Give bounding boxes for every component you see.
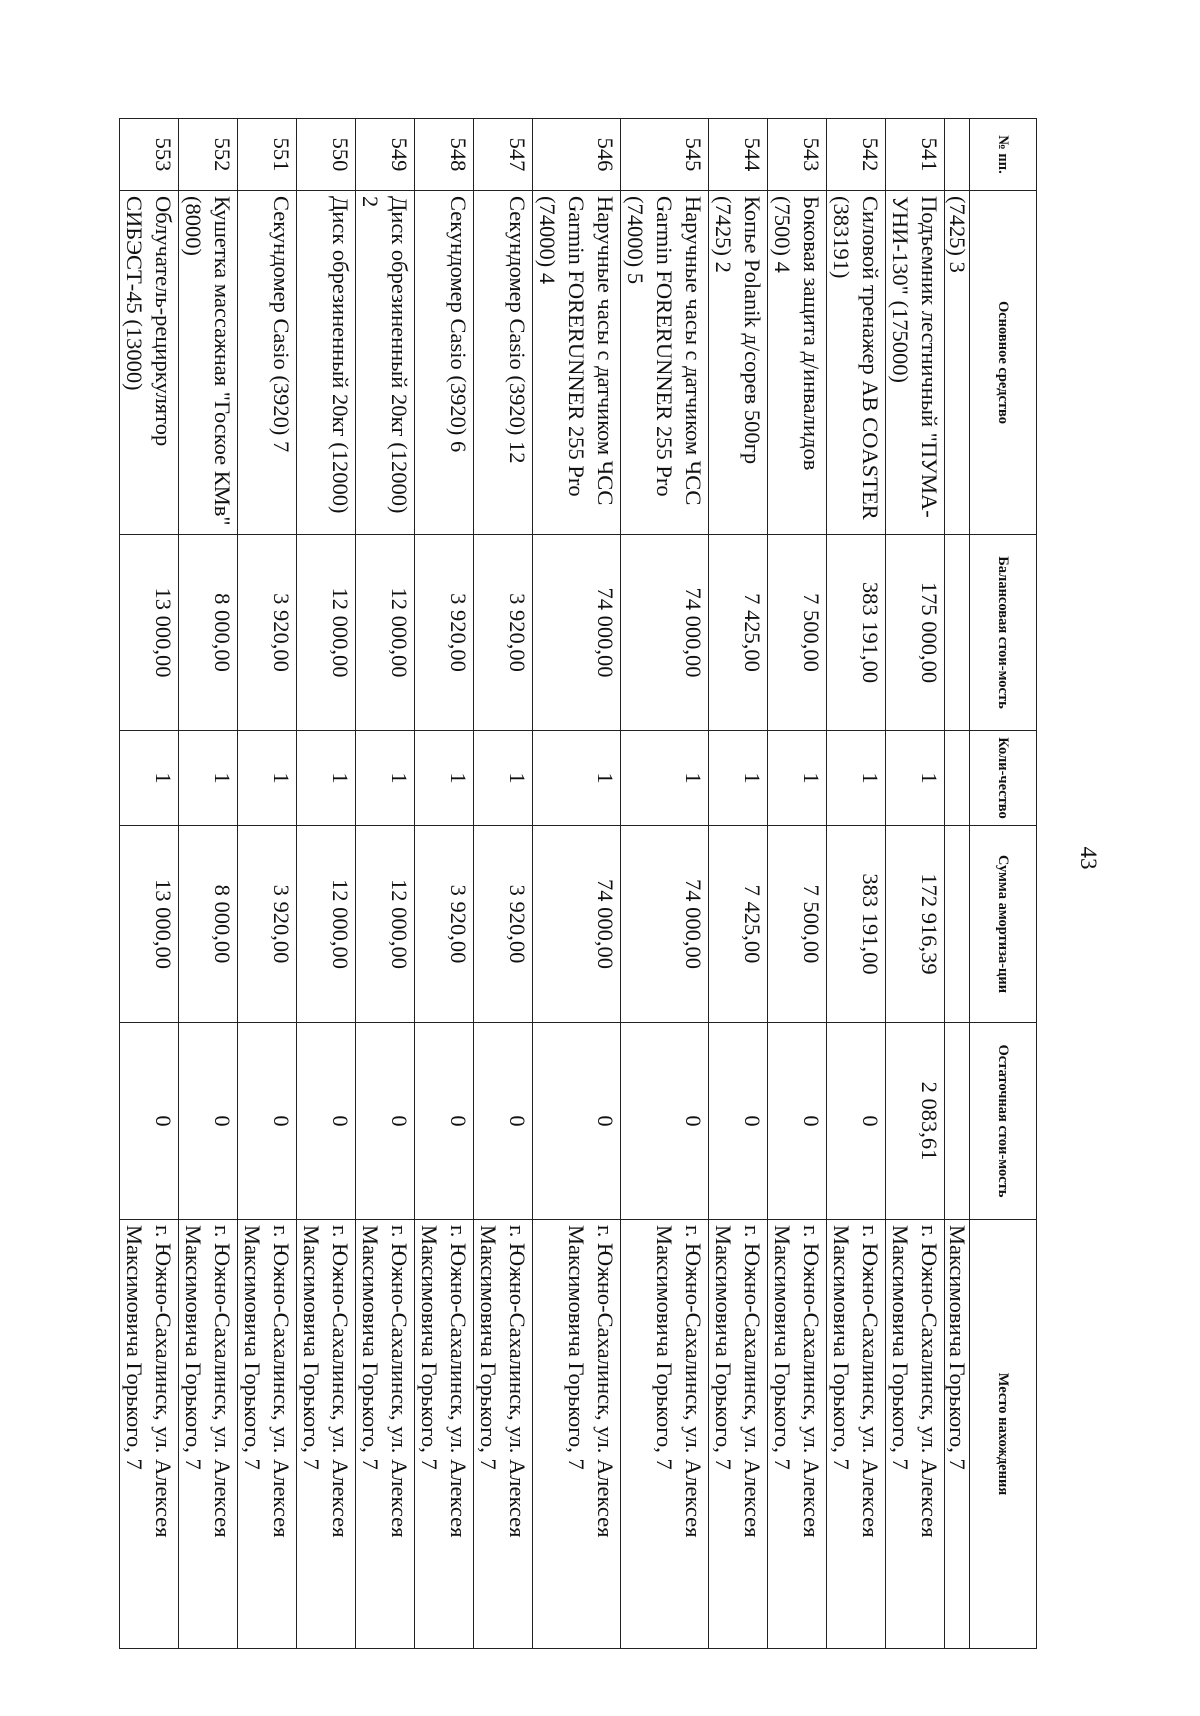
table-row xyxy=(768,119,827,1649)
cell-balance: 13 000,00 xyxy=(120,535,179,731)
cell-residual: 0 xyxy=(238,1023,297,1220)
cell-amortization: 12 000,00 xyxy=(297,826,356,1023)
cell-amortization: 74 000,00 xyxy=(621,826,709,1023)
cell-balance: 175 000,00 xyxy=(886,535,945,731)
cell-asset-name: Силовой тренажер AB COASTER (383191) xyxy=(827,191,886,535)
cell-num: 548 xyxy=(415,119,474,191)
cell-amortization: 383 191,00 xyxy=(827,826,886,1023)
header-balance-value: Балансовая стои-мость xyxy=(970,535,1037,731)
cell-asset-name: Боковая защита д/инвалидов (7500) 4 xyxy=(768,191,827,535)
cell-location: г. Южно-Сахалинск, ул. Алексея Максимовича Горького, 7 xyxy=(533,1220,621,1649)
page-number: 43 xyxy=(1076,846,1101,870)
cell-balance xyxy=(945,535,970,731)
header-residual-value: Остаточная стои-мость xyxy=(970,1023,1037,1220)
table-row xyxy=(356,119,415,1649)
table-row xyxy=(709,119,768,1649)
table-row xyxy=(238,119,297,1649)
table-row xyxy=(120,119,179,1649)
cell-num: 544 xyxy=(709,119,768,191)
cell-num: 553 xyxy=(120,119,179,191)
cell-asset-name: Подъемник лестничный "ПУМА-УНИ-130" (175000) xyxy=(886,191,945,535)
cell-asset-name: Наручные часы с датчиком ЧСС Garmin FORERUNNER 255 Pro (74000) 4 xyxy=(533,191,621,535)
rotated-page-content xyxy=(95,118,1037,1648)
cell-residual: 0 xyxy=(179,1023,238,1220)
table-row xyxy=(533,119,621,1649)
cell-balance: 74 000,00 xyxy=(533,535,621,731)
cell-residual: 0 xyxy=(709,1023,768,1220)
cell-asset-name: Диск обрезиненный 20кг (12000) xyxy=(297,191,356,535)
cell-asset-name: Облучатель-рециркулятор СИБЭСТ-45 (13000) xyxy=(120,191,179,535)
cell-num: 541 xyxy=(886,119,945,191)
cell-location: г. Южно-Сахалинск, ул. Алексея Максимовича Горького, 7 xyxy=(120,1220,179,1649)
cell-quantity: 1 xyxy=(621,731,709,826)
cell-balance: 8 000,00 xyxy=(179,535,238,731)
cell-asset-name: Секундомер Casio (3920) 7 xyxy=(238,191,297,535)
cell-amortization: 12 000,00 xyxy=(356,826,415,1023)
cell-num xyxy=(945,119,970,191)
table-row xyxy=(621,119,709,1649)
cell-residual: 0 xyxy=(474,1023,533,1220)
header-asset-name: Основное средство xyxy=(970,191,1037,535)
cell-balance: 74 000,00 xyxy=(621,535,709,731)
cell-amortization: 3 920,00 xyxy=(415,826,474,1023)
cell-residual: 2 083,61 xyxy=(886,1023,945,1220)
table-row xyxy=(474,119,533,1649)
cell-asset-name: Кушетка массажная "Гоское КМв" (8000) xyxy=(179,191,238,535)
cell-location: Максимовича Горького, 7 xyxy=(945,1220,970,1649)
cell-residual: 0 xyxy=(768,1023,827,1220)
cell-location: г. Южно-Сахалинск, ул. Алексея Максимовича Горького, 7 xyxy=(886,1220,945,1649)
table-row xyxy=(415,119,474,1649)
cell-num: 545 xyxy=(621,119,709,191)
cell-balance: 7 425,00 xyxy=(709,535,768,731)
table-header-row xyxy=(970,119,1037,1649)
cell-location: г. Южно-Сахалинск, ул. Алексея Максимовича Горького, 7 xyxy=(768,1220,827,1649)
cell-balance: 383 191,00 xyxy=(827,535,886,731)
table-row-continuation xyxy=(945,119,970,1649)
cell-num: 547 xyxy=(474,119,533,191)
cell-balance: 3 920,00 xyxy=(474,535,533,731)
cell-residual: 0 xyxy=(356,1023,415,1220)
cell-residual: 0 xyxy=(297,1023,356,1220)
cell-residual: 0 xyxy=(533,1023,621,1220)
fixed-assets-table xyxy=(119,118,1037,1649)
cell-quantity: 1 xyxy=(533,731,621,826)
cell-residual: 0 xyxy=(120,1023,179,1220)
cell-residual xyxy=(945,1023,970,1220)
table-row xyxy=(179,119,238,1649)
cell-num: 549 xyxy=(356,119,415,191)
table-row xyxy=(297,119,356,1649)
cell-asset-name: Копье Polanik д/сорев 500гр (7425) 2 xyxy=(709,191,768,535)
cell-balance: 3 920,00 xyxy=(415,535,474,731)
header-num: № пп. xyxy=(970,119,1037,191)
cell-amortization: 7 425,00 xyxy=(709,826,768,1023)
cell-quantity: 1 xyxy=(768,731,827,826)
cell-balance: 7 500,00 xyxy=(768,535,827,731)
cell-quantity: 1 xyxy=(827,731,886,826)
cell-quantity: 1 xyxy=(120,731,179,826)
cell-quantity: 1 xyxy=(886,731,945,826)
cell-num: 542 xyxy=(827,119,886,191)
cell-quantity: 1 xyxy=(356,731,415,826)
cell-asset-name: (7425) 3 xyxy=(945,191,970,535)
cell-location: г. Южно-Сахалинск, ул. Алексея Максимовича Горького, 7 xyxy=(621,1220,709,1649)
header-quantity: Коли-чество xyxy=(970,731,1037,826)
cell-quantity: 1 xyxy=(297,731,356,826)
cell-amortization: 8 000,00 xyxy=(179,826,238,1023)
cell-amortization xyxy=(945,826,970,1023)
cell-num: 543 xyxy=(768,119,827,191)
cell-amortization: 172 916,39 xyxy=(886,826,945,1023)
table-row xyxy=(827,119,886,1649)
cell-residual: 0 xyxy=(415,1023,474,1220)
cell-asset-name: Секундомер Casio (3920) 6 xyxy=(415,191,474,535)
cell-amortization: 13 000,00 xyxy=(120,826,179,1023)
cell-amortization: 3 920,00 xyxy=(474,826,533,1023)
header-location: Место нахождения xyxy=(970,1220,1037,1649)
cell-asset-name: Секундомер Casio (3920) 12 xyxy=(474,191,533,535)
cell-quantity: 1 xyxy=(415,731,474,826)
cell-num: 551 xyxy=(238,119,297,191)
cell-location: г. Южно-Сахалинск, ул. Алексея Максимовича Горького, 7 xyxy=(179,1220,238,1649)
cell-location: г. Южно-Сахалинск, ул. Алексея Максимовича Горького, 7 xyxy=(297,1220,356,1649)
cell-balance: 3 920,00 xyxy=(238,535,297,731)
cell-balance: 12 000,00 xyxy=(356,535,415,731)
cell-num: 550 xyxy=(297,119,356,191)
cell-asset-name: Наручные часы с датчиком ЧСС Garmin FORERUNNER 255 Pro (74000) 5 xyxy=(621,191,709,535)
cell-location: г. Южно-Сахалинск, ул. Алексея Максимовича Горького, 7 xyxy=(415,1220,474,1649)
cell-quantity: 1 xyxy=(709,731,768,826)
header-amortization: Сумма амортиза-ции xyxy=(970,826,1037,1023)
table-row xyxy=(886,119,945,1649)
cell-location: г. Южно-Сахалинск, ул. Алексея Максимовича Горького, 7 xyxy=(827,1220,886,1649)
cell-residual: 0 xyxy=(827,1023,886,1220)
cell-balance: 12 000,00 xyxy=(297,535,356,731)
cell-amortization: 74 000,00 xyxy=(533,826,621,1023)
cell-location: г. Южно-Сахалинск, ул. Алексея Максимовича Горького, 7 xyxy=(356,1220,415,1649)
cell-num: 552 xyxy=(179,119,238,191)
cell-asset-name: Диск обрезиненный 20кг (12000) 2 xyxy=(356,191,415,535)
cell-location: г. Южно-Сахалинск, ул. Алексея Максимовича Горького, 7 xyxy=(709,1220,768,1649)
cell-location: г. Южно-Сахалинск, ул. Алексея Максимовича Горького, 7 xyxy=(474,1220,533,1649)
cell-amortization: 7 500,00 xyxy=(768,826,827,1023)
cell-residual: 0 xyxy=(621,1023,709,1220)
cell-quantity: 1 xyxy=(238,731,297,826)
cell-quantity xyxy=(945,731,970,826)
cell-amortization: 3 920,00 xyxy=(238,826,297,1023)
cell-num: 546 xyxy=(533,119,621,191)
cell-quantity: 1 xyxy=(474,731,533,826)
cell-location: г. Южно-Сахалинск, ул. Алексея Максимовича Горького, 7 xyxy=(238,1220,297,1649)
cell-quantity: 1 xyxy=(179,731,238,826)
